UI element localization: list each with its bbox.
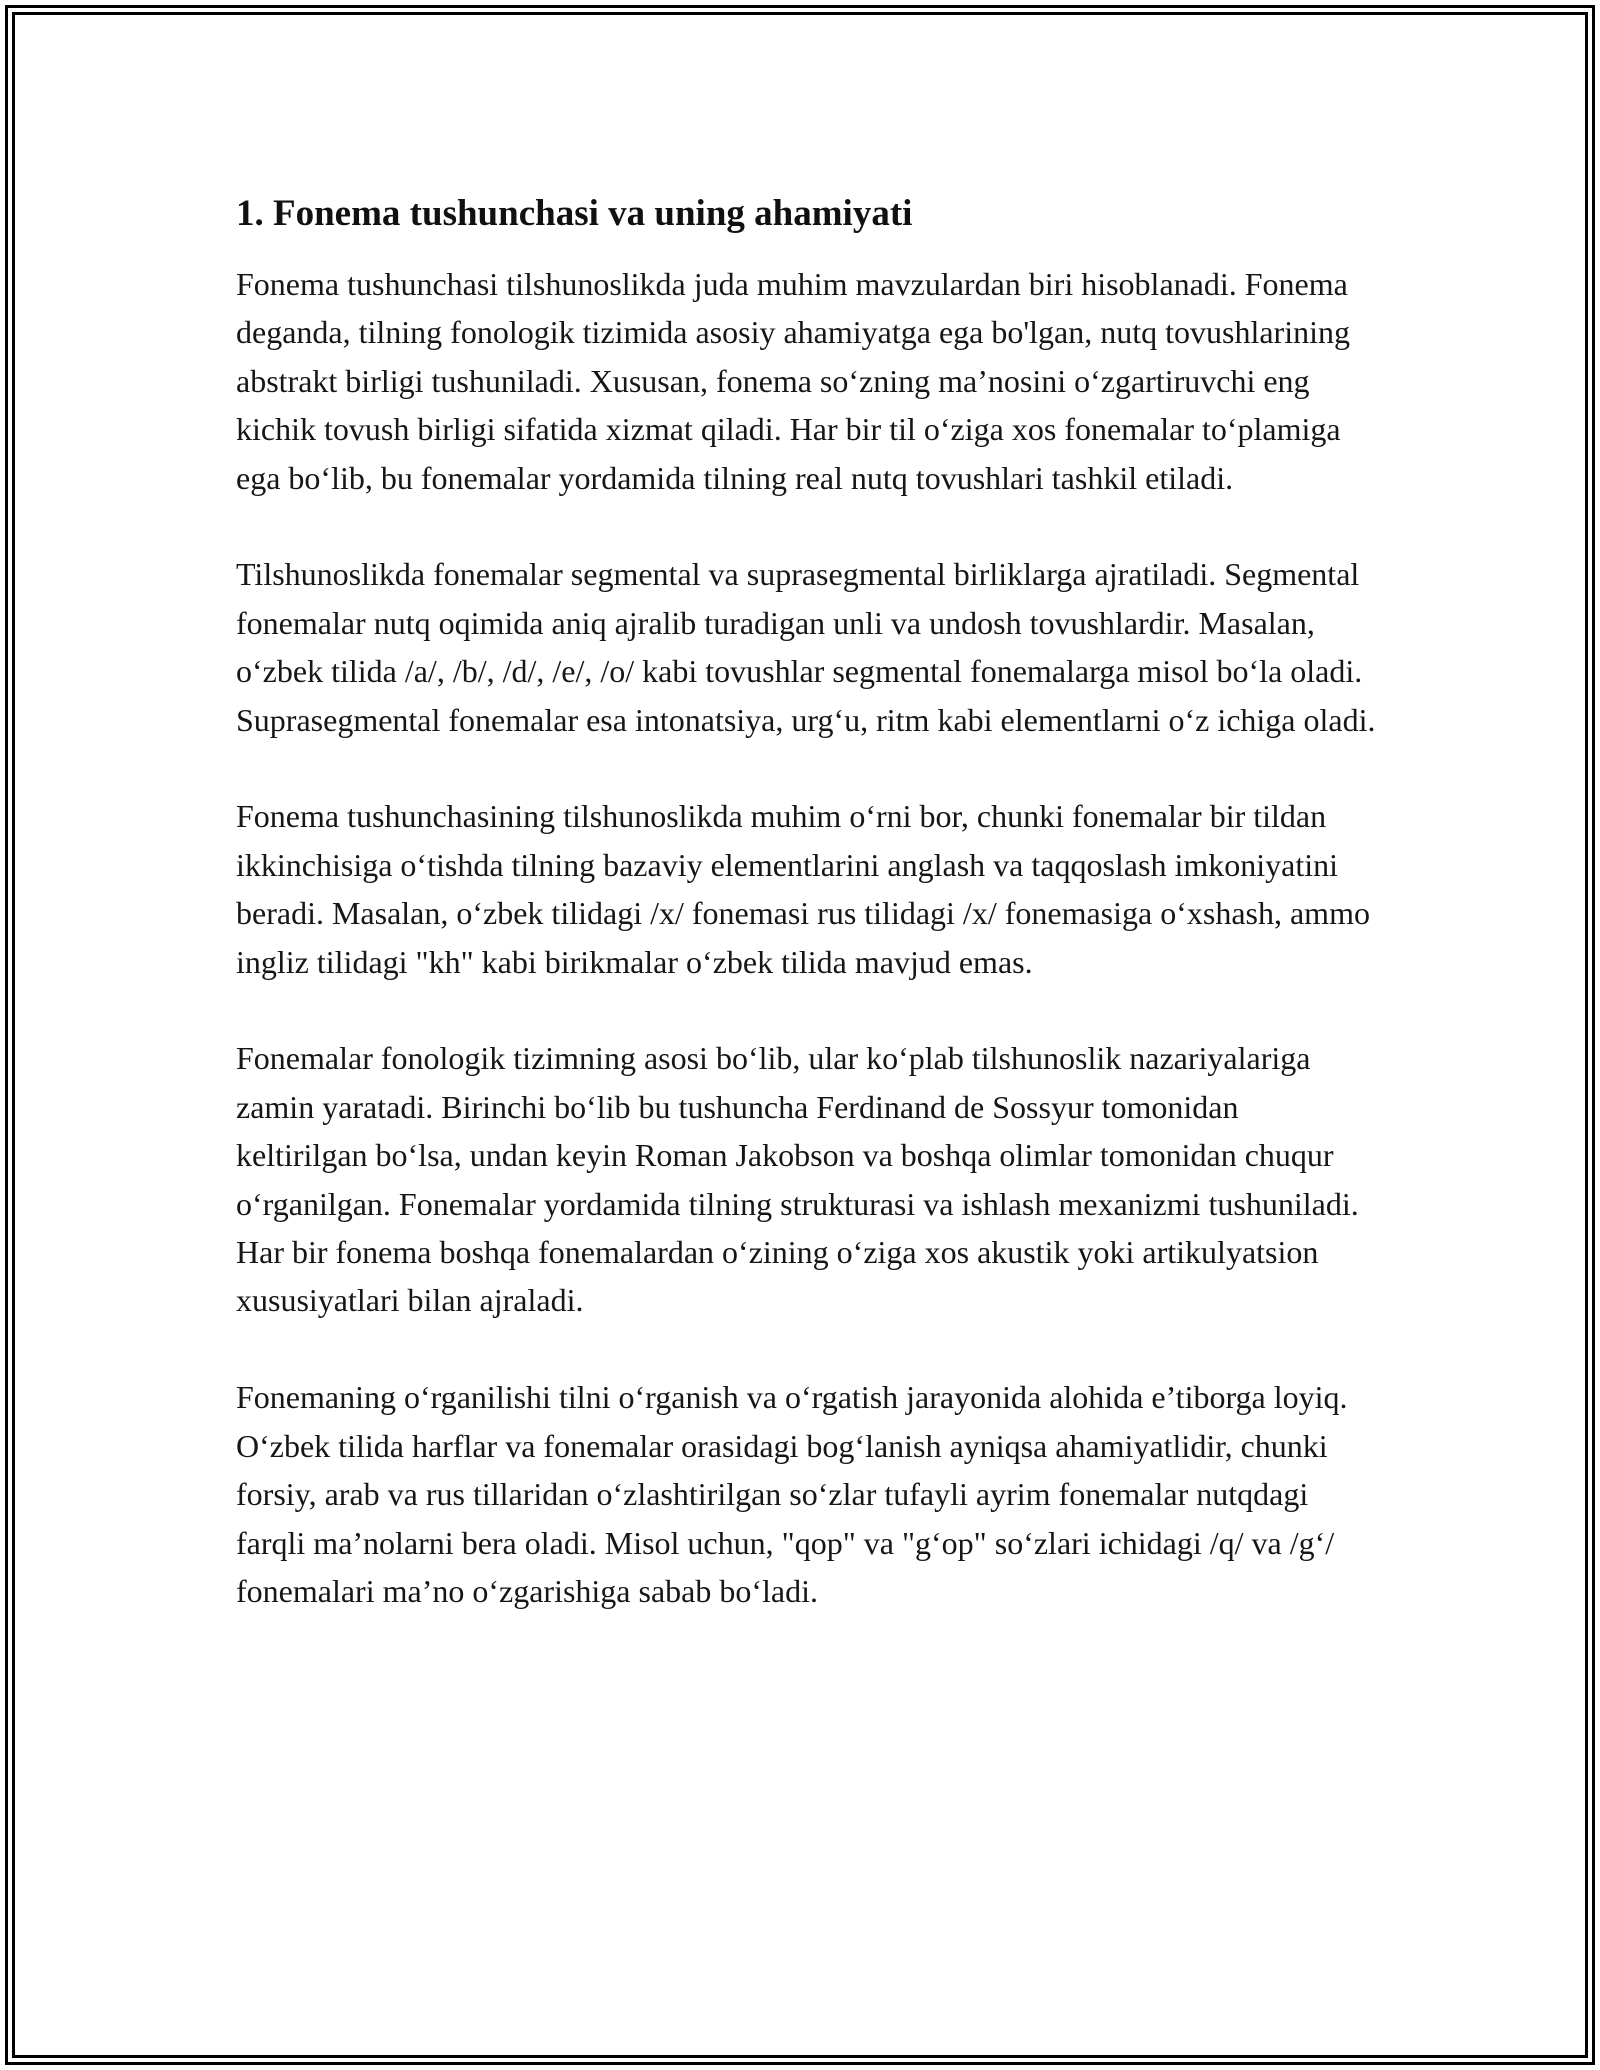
paragraph-3: Fonema tushunchasining tilshunoslikda muhim o‘rni bor, chunki fonemalar bir tildan ikkinchisiga o‘tishda tilning bazaviy elementlarini anglash va taqqoslash imkoniyatini beradi. Masalan, o‘zbek tilidagi /x/ fonemasi rus tilidagi /x/ fonemasiga o‘xshash, ammo ingliz tilidagi "kh" kabi birikmalar o‘zbek tilida mavjud emas.: [236, 798, 1370, 980]
paragraph-1: Fonema tushunchasi tilshunoslikda juda muhim mavzulardan biri hisoblanadi. Fonema deganda, tilning fonologik tizimida asosiy ahamiyatga ega bo'lgan, nutq tovushlarining abstrakt birligi tushuniladi. Xususan, fonema so‘zning ma’nosini o‘zgartiruvchi eng kichik tovush birligi sifatida xizmat qiladi. Har bir til o‘ziga xos fonemalar to‘plamiga ega bo‘lib, bu fonemalar yordamida tilning real nutq tovushlari tashkil etiladi.: [236, 266, 1350, 496]
paragraph-2: Tilshunoslikda fonemalar segmental va suprasegmental birliklarga ajratiladi. Segmental fonemalar nutq oqimida aniq ajralib turadigan unli va undosh tovushlardir. Masalan, o‘zbek tilida /a/, /b/, /d/, /e/, /o/ kabi tovushlar segmental fonemalarga misol bo‘la oladi. Suprasegmental fonemalar esa intonatsiya, urg‘u, ritm kabi elementlarni o‘z ichiga oladi.: [236, 556, 1376, 738]
document-body: [236, 188, 1376, 1615]
section-heading: 1. Fonema tushunchasi va uning ahamiyati: [236, 193, 913, 234]
paragraph-5: Fonemaning o‘rganilishi tilni o‘rganish va o‘rgatish jarayonida alohida e’tiborga loyiq. O‘zbek tilida harflar va fonemalar orasidagi bog‘lanish ayniqsa ahamiyatlidir, chunki forsiy, arab va rus tillaridan o‘zlashtirilgan so‘zlar tufayli ayrim fonemalar nutqdagi farqli ma’nolarni bera oladi. Misol uchun, "qop" va "g‘op" so‘zlari ichidagi /q/ va /g‘/ fonemalari ma’no o‘zgarishiga sabab bo‘ladi.: [236, 1379, 1348, 1609]
paragraph-4: Fonemalar fonologik tizimning asosi bo‘lib, ular ko‘plab tilshunoslik nazariyalariga zamin yaratadi. Birinchi bo‘lib bu tushuncha Ferdinand de Sossyur tomonidan keltirilgan bo‘lsa, undan keyin Roman Jakobson va boshqa olimlar tomonidan chuqur o‘rganilgan. Fonemalar yordamida tilning strukturasi va ishlash mexanizmi tushuniladi. Har bir fonema boshqa fonemalardan o‘zining o‘ziga xos akustik yoki artikulyatsion xususiyatlari bilan ajraladi.: [236, 1040, 1359, 1319]
